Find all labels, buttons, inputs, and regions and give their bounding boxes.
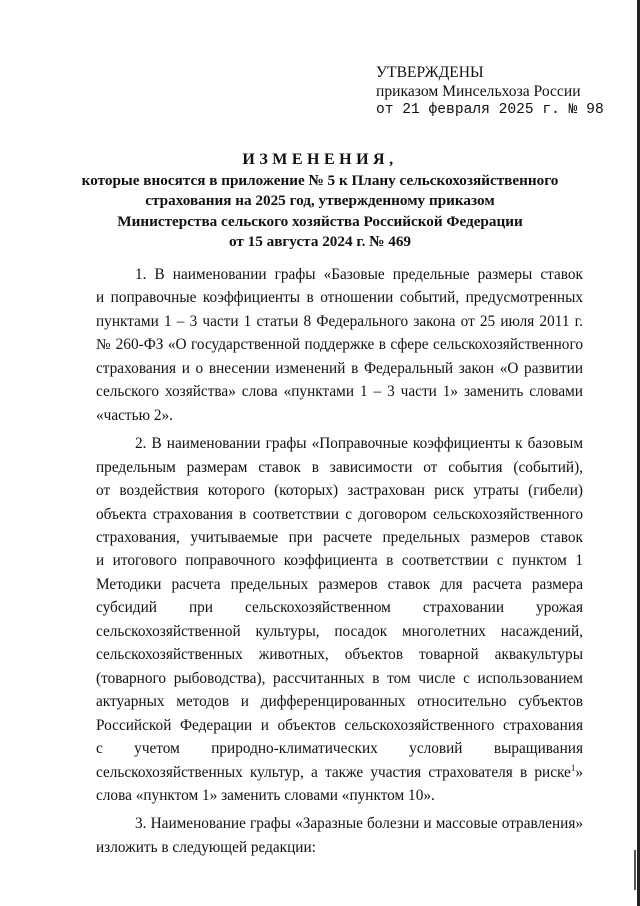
text-line: «частью 2».	[96, 406, 173, 424]
text-line: 1. В наименовании графы «Базовые предельные размеры ставок	[135, 266, 583, 283]
text-line: слова «пунктом 1» заменить словами «пунктом 10».	[96, 786, 435, 804]
approval-title: УТВЕРЖДЕНЫ	[376, 64, 484, 81]
text-line: сельскохозяйственных животных, объектов товарной аквакультуры	[96, 646, 583, 664]
document-heading	[60, 150, 580, 253]
scan-edge-mark	[634, 850, 636, 890]
text-line: с учетом природно-климатических условий выращивания	[96, 740, 583, 758]
text-line: Российской Федерации и объектов сельскохозяйственного страхования	[96, 716, 583, 734]
text-line: № 260-ФЗ «О государственной поддержке в сфере сельскохозяйственного	[96, 336, 583, 354]
closing-quote: »	[575, 763, 583, 781]
text-line: Методики расчета предельных размеров ставок для расчета размера	[96, 575, 583, 593]
text-line: 3. Наименование графы «Заразные болезни и массовые отравления»	[135, 815, 583, 833]
text-line: от воздействия которого (которых) застрахован риск утраты (гибели)	[96, 482, 583, 500]
text-line: сельскохозяйственной культуры, посадок многолетних насаждений,	[96, 622, 583, 640]
text-line: актуарных методов и дифференцированных относительно субъектов	[96, 693, 583, 711]
heading-title: ИЗМЕНЕНИЯ,	[242, 151, 398, 168]
heading-line: которые вносятся в приложение № 5 к Плану сельскохозяйственного	[81, 171, 559, 189]
text-line: и итогового поправочного коэффициента в соответствии с пунктом 1	[96, 552, 583, 570]
approval-block	[376, 63, 604, 120]
text-fragment: сельскохозяйственных культур, а также участия страхователя в риске	[96, 763, 571, 781]
text-line: 2. В наименовании графы «Поправочные коэффициенты к базовым	[135, 435, 583, 453]
text-line: объекта страхования в соответствии с договором сельскохозяйственного	[96, 505, 583, 523]
text-line: и поправочные коэффициенты в отношении событий, предусмотренных	[96, 289, 583, 307]
text-line: страхования и о внесении изменений в Федеральный закон «О развитии	[96, 359, 583, 377]
document-body	[96, 263, 583, 864]
text-line: сельского хозяйства» слова «пунктами 1 – 3 части 1» заменить словами	[96, 383, 583, 401]
paragraph-1	[96, 263, 583, 427]
heading-line: от 15 августа 2024 г. № 469	[228, 233, 412, 250]
paragraph-2	[96, 432, 583, 807]
footnote-mark: 1	[570, 762, 576, 773]
text-line: (товарного рыбоводства), рассчитанных в том числе с использованием	[96, 669, 583, 687]
heading-line: Министерства сельского хозяйства Российской Федерации	[117, 212, 523, 230]
text-line: предельным размерам ставок в зависимости от события (событий),	[96, 458, 583, 476]
text-line: субсидий при сельскохозяйственном страховании урожая	[96, 599, 583, 617]
text-line-with-footnote	[96, 761, 583, 784]
approval-date: от 21 февраля 2025 г. № 98	[376, 102, 604, 118]
text-line: изложить в следующей редакции:	[96, 838, 316, 856]
text-line: страхования, учитываемые при расчете предельных размеров ставок	[96, 528, 583, 546]
heading-line: страхования на 2025 год, утвержденному приказом	[145, 192, 495, 209]
paragraph-3	[96, 812, 583, 859]
approval-order: приказом Минсельхоза России	[376, 83, 581, 100]
text-line: пунктами 1 – 3 части 1 статьи 8 Федерального закона от 25 июля 2011 г.	[96, 312, 583, 330]
